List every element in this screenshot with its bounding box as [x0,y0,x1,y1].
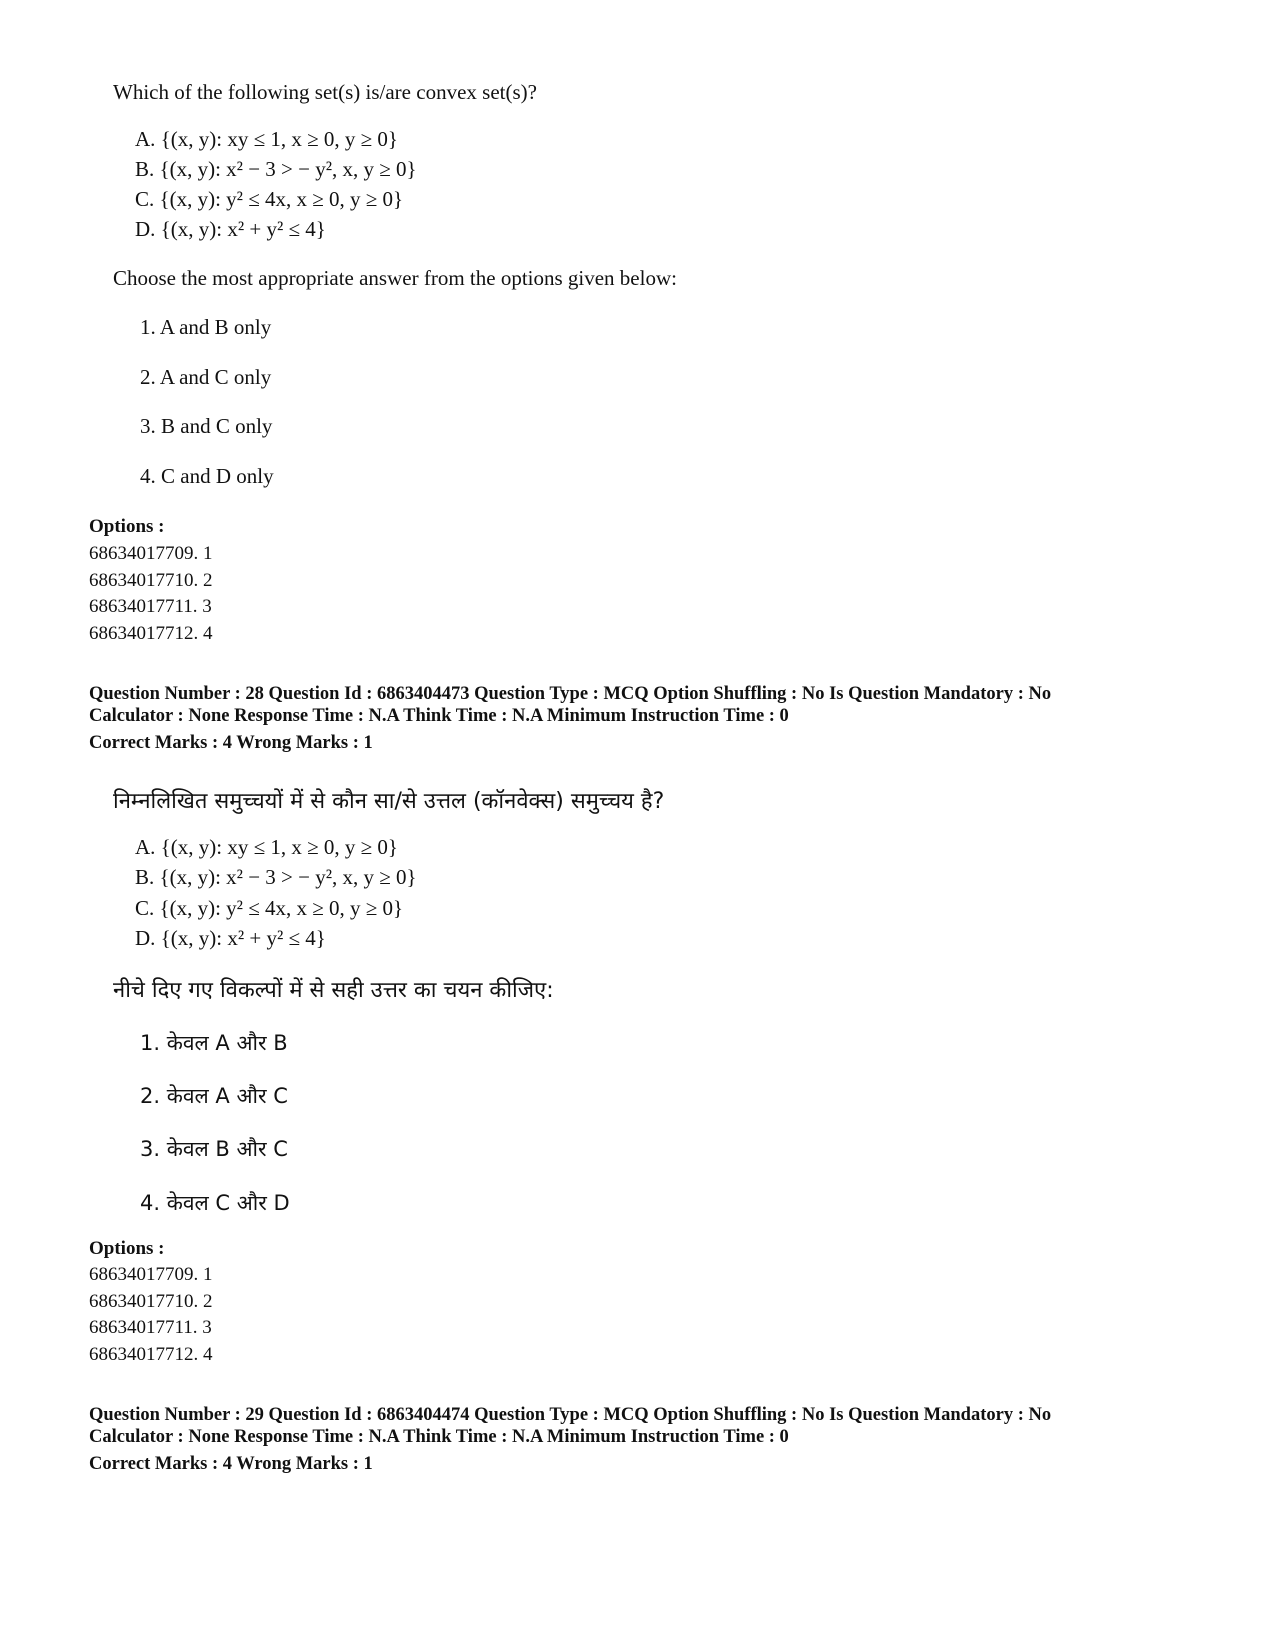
q27-question-text: Which of the following set(s) is/are convex set(s)? [113,80,537,104]
q27-option-4: 68634017712. 4 [89,623,213,644]
q28-set-d: D. {(x, y): x² + y² ≤ 4} [135,926,326,950]
q28-option-2: 68634017710. 2 [89,1291,213,1312]
q27-options-label: Options : [89,516,165,537]
q28-choice-1: 1. केवल A और B [140,1031,288,1055]
q27-set-b: B. {(x, y): x² − 3 > − y², x, y ≥ 0} [135,157,417,181]
q28-set-a: A. {(x, y): xy ≤ 1, x ≥ 0, y ≥ 0} [135,835,398,859]
q27-set-c: C. {(x, y): y² ≤ 4x, x ≥ 0, y ≥ 0} [135,187,404,211]
q27-option-2: 68634017710. 2 [89,570,213,591]
q27-option-3: 68634017711. 3 [89,596,212,617]
q29-marks: Correct Marks : 4 Wrong Marks : 1 [89,1454,373,1474]
q28-choice-2: 2. केवल A और C [140,1084,288,1108]
q27-choice-1: 1. A and B only [140,315,272,339]
q27-set-a: A. {(x, y): xy ≤ 1, x ≥ 0, y ≥ 0} [135,127,398,151]
q28-question-text: निम्नलिखित समुच्चयों में से कौन सा/से उत्तल (कॉनवेक्स) समुच्चय है? [113,789,665,814]
q28-set-c: C. {(x, y): y² ≤ 4x, x ≥ 0, y ≥ 0} [135,896,404,920]
q28-meta-line2: Calculator : None Response Time : N.A Think Time : N.A Minimum Instruction Time : 0 [89,706,789,726]
q29-meta-line1: Question Number : 29 Question Id : 6863404474 Question Type : MCQ Option Shuffling : No Is Question Mandatory : No [89,1405,1052,1425]
q27-choice-2: 2. A and C only [140,365,272,389]
q28-option-4: 68634017712. 4 [89,1344,213,1365]
q27-instruction: Choose the most appropriate answer from the options given below: [113,266,677,290]
q27-option-1: 68634017709. 1 [89,543,213,564]
q28-marks: Correct Marks : 4 Wrong Marks : 1 [89,733,373,753]
q28-options-label: Options : [89,1238,165,1259]
q28-set-b: B. {(x, y): x² − 3 > − y², x, y ≥ 0} [135,865,417,889]
q27-set-d: D. {(x, y): x² + y² ≤ 4} [135,217,326,241]
q28-choice-3: 3. केवल B और C [140,1137,288,1161]
q29-meta-line2: Calculator : None Response Time : N.A Think Time : N.A Minimum Instruction Time : 0 [89,1427,789,1447]
q28-option-3: 68634017711. 3 [89,1317,212,1338]
q27-choice-3: 3. B and C only [140,414,273,438]
q27-choice-4: 4. C and D only [140,464,274,488]
q28-option-1: 68634017709. 1 [89,1264,213,1285]
q28-meta-line1: Question Number : 28 Question Id : 6863404473 Question Type : MCQ Option Shuffling : No Is Question Mandatory : No [89,684,1052,704]
q28-choice-4: 4. केवल C और D [140,1191,290,1215]
q28-instruction: नीचे दिए गए विकल्पों में से सही उत्तर का चयन कीजिए: [113,978,554,1003]
